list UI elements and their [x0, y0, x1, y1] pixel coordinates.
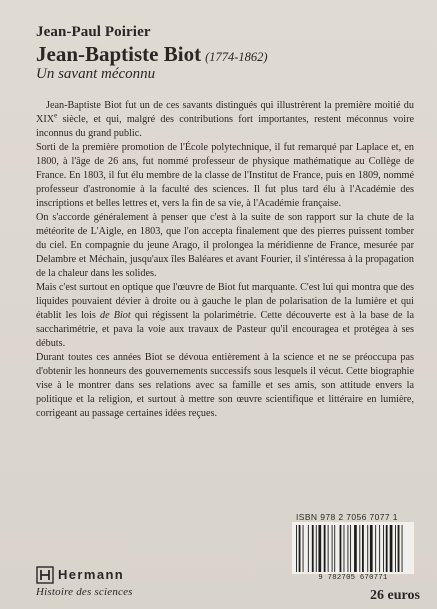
blurb-paragraph-3: On s'accorde généralement à penser que c'est à la suite de son rapport sur la chute de la météorite de L'Aigle, en 1803, que l'on accepta finalement que des pierres puissent tomber du ciel. En compagnie du jeune Arago, il prolongea la méridienne de France, mesurée par Delambre et Méchain, jusqu'aux îles Baléares et avant Fourier, il s'intéressa à la propagation de la chaleur dans les solides.: [36, 212, 414, 279]
blurb-p1-text-a: Jean-Baptiste Biot fut un de ces savants distingués qui illustrèrent la première moitié du XIX: [36, 100, 414, 125]
publisher-logo-icon: [36, 566, 54, 584]
title-line: [36, 42, 268, 67]
book-subtitle: Un savant méconnu: [36, 66, 156, 82]
barcode-digits: 9 782705 670771: [318, 574, 388, 582]
price: 26 euros: [370, 588, 420, 603]
barcode: [292, 522, 414, 574]
blurb-p1-superscript: e: [54, 111, 58, 120]
blurb-paragraph-1: [36, 99, 414, 141]
author-name: Jean-Paul Poirier: [36, 24, 151, 40]
blurb-p4-text-b: qui régissent la polarimétrie. Cette découverte est à la base de la saccharimétrie, et pava la voie aux travaux de Pasteur qu'il encouragea et protégea à ses débuts.: [36, 310, 415, 349]
blurb-p4-text-a: Mais c'est surtout en optique que l'œuvre de Biot fut marquante. C'est lui qui montra que des liquides pouvaient dévier à droite ou à gauche le plan de polarisation de la lumière et qui établit les lois: [36, 282, 414, 321]
blurb-paragraph-5: Durant toutes ces années Biot se dévoua entièrement à la science et ne se préoccupa pas d'obtenir les honneurs des gouvernements successifs sous lesquels il vécut. Cette biographie vise à le montrer dans ses relations avec sa famille et ses amis, son attitude envers la politique et la religion, et surtout à mettre son œuvre scientifique et littéraire en lumière, corrigeant au passage certaines idées reçues.: [36, 352, 414, 419]
publisher-name: Hermann: [58, 567, 125, 582]
blurb-paragraph-4: [36, 281, 414, 351]
collection-name: Histoire des sciences: [36, 586, 133, 598]
blurb-p1-text-b: siècle, et qui, malgré des contributions fort importantes, restent méconnus voire inconnus du grand public.: [36, 114, 414, 139]
blurb-paragraph-2: Sorti de la première promotion de l'École polytechnique, il fut remarqué par Laplace et, en 1800, à l'âge de 26 ans, fut nommé professeur de physique mathématique au Collège de France. En 1803, il fut élu membre de la classe de l'Institut de France, puis en 1809, nommé professeur d'astronomie à la faculté des sciences. Il fut plus tard élu à l'Académie des inscriptions et belles lettres et, vers la fin de sa vie, à l'Académie française.: [36, 142, 414, 209]
blurb-p4-emphasis: de Biot: [99, 310, 131, 321]
life-years: (1774-1862): [205, 50, 268, 64]
book-title: Jean-Baptiste Biot: [36, 42, 202, 66]
isbn-label: ISBN 978 2 7056 7077 1: [296, 512, 398, 522]
blurb-text: [36, 99, 414, 421]
